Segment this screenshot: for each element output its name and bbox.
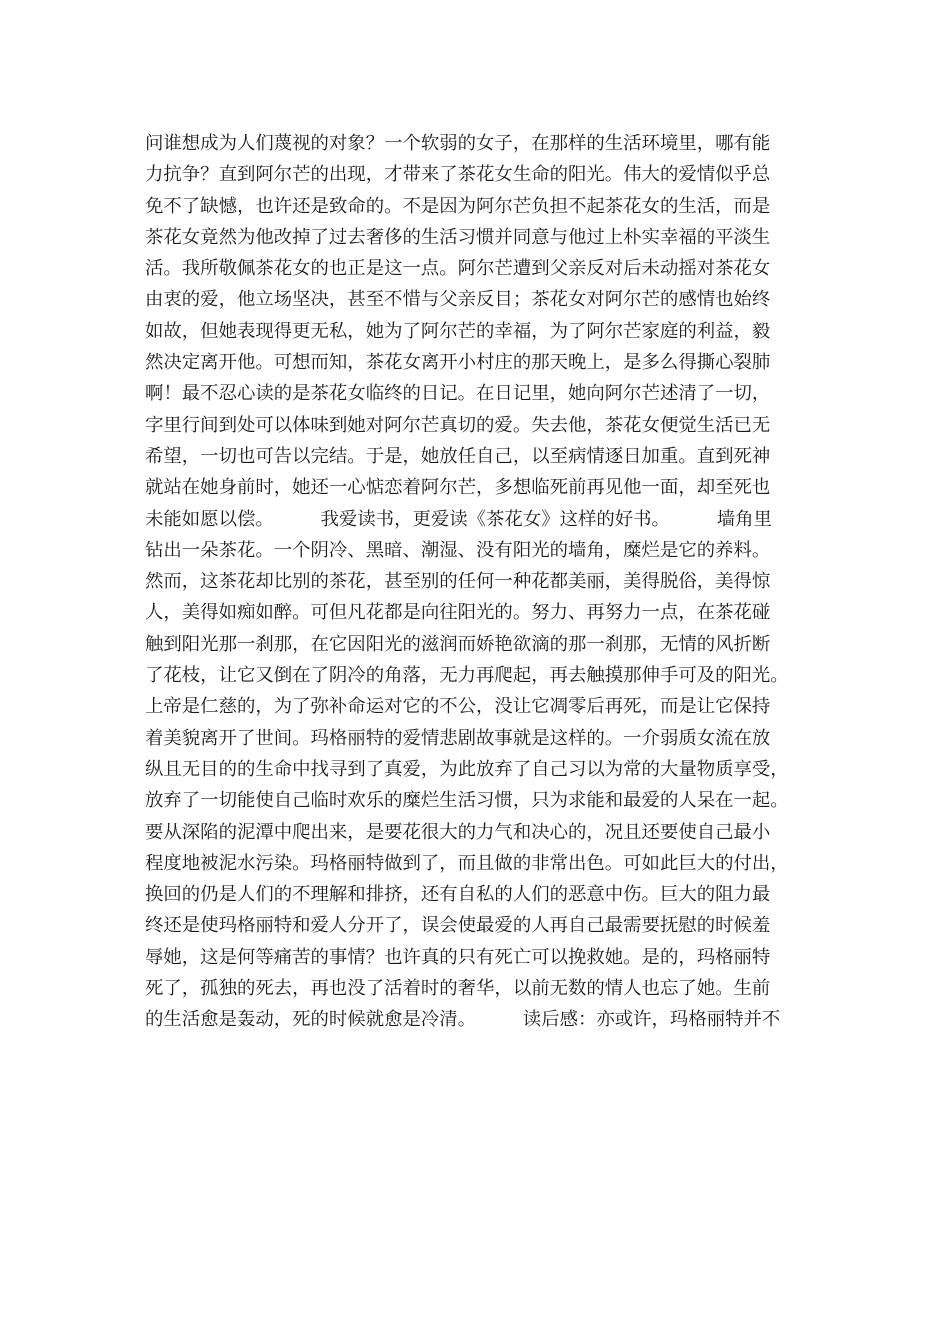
text-line: 然而，这茶花却比别的茶花，甚至别的任何一种花都美丽，美得脱俗，美得惊 [145,571,771,593]
text-line: 着美貌离开了世间。玛格丽特的爱情悲剧故事就是这样的。一介弱质女流在放 [145,727,771,749]
text-line: 换回的仍是人们的不理解和排挤，还有自私的人们的恶意中伤。巨大的阻力最 [145,884,771,906]
text-line: 辱她，这是何等痛苦的事情？也许真的只有死亡可以挽救她。是的，玛格丽特 [145,946,771,968]
text-line: 就站在她身前时，她还一心惦恋着阿尔芒，多想临死前再见他一面，却至死也 [145,477,771,499]
text-line: 力抗争？直到阿尔芒的出现，才带来了茶花女生命的阳光。伟大的爱情似乎总 [145,164,771,186]
text-line: 放弃了一切能使自己临时欢乐的糜烂生活习惯，只为求能和最爱的人呆在一起。 [145,790,789,812]
text-line: 啊！最不忍心读的是茶花女临终的日记。在日记里，她向阿尔芒述清了一切， [145,383,771,405]
text-line: 未能如愿以偿。 我爱读书，更爱读《茶花女》这样的好书。 墙角里 [145,508,772,530]
text-line: 然决定离开他。可想而知，茶花女离开小村庄的那天晚上，是多么得撕心裂肺 [145,352,771,374]
text-line: 程度地被泥水污染。玛格丽特做到了，而且做的非常出色。可如此巨大的付出， [145,852,789,874]
text-line: 由衷的爱，他立场坚决，甚至不惜与父亲反目；茶花女对阿尔芒的感情也始终 [145,289,771,311]
text-line: 希望，一切也可告以完结。于是，她放任自己，以至病情逐日加重。直到死神 [145,445,771,467]
text-line: 纵且无目的的生命中找寻到了真爱，为此放弃了自己习以为常的大量物质享受， [145,758,789,780]
text-line: 了花枝，让它又倒在了阴冷的角落，无力再爬起，再去触摸那伸手可及的阳光。 [145,665,789,687]
text-line: 死了，孤独的死去，再也没了活着时的奢华，以前无数的情人也忘了她。生前 [145,978,771,1000]
body-text [145,128,815,1036]
text-line: 钻出一朵茶花。一个阴冷、黑暗、潮湿、没有阳光的墙角，糜烂是它的养料。 [145,539,771,561]
text-line: 如故，但她表现得更无私，她为了阿尔芒的幸福，为了阿尔芒家庭的利益，毅 [145,320,771,342]
text-line: 的生活愈是轰动，死的时候就愈是冷清。 读后感：亦或许，玛格丽特并不 [145,1009,781,1031]
text-line: 人，美得如痴如醉。可但凡花都是向往阳光的。努力、再努力一点，在茶花碰 [145,602,771,624]
text-line: 字里行间到处可以体味到她对阿尔芒真切的爱。失去他，茶花女便觉生活已无 [145,414,771,436]
text-line: 活。我所敬佩茶花女的也正是这一点。阿尔芒遭到父亲反对后未动摇对茶花女 [145,258,771,280]
text-line: 触到阳光那一刹那，在它因阳光的滋润而娇艳欲滴的那一刹那，无情的风折断 [145,633,771,655]
text-line: 茶花女竟然为他改掉了过去奢侈的生活习惯并同意与他过上朴实幸福的平淡生 [145,226,771,248]
text-line: 上帝是仁慈的，为了弥补命运对它的不公，没让它凋零后再死，而是让它保持 [145,696,771,718]
text-line: 终还是使玛格丽特和爱人分开了，误会使最爱的人再自己最需要抚慰的时候羞 [145,915,771,937]
text-line: 问谁想成为人们蔑视的对象？一个软弱的女子，在那样的生活环境里，哪有能 [145,133,771,154]
text-line: 要从深陷的泥潭中爬出来，是要花很大的力气和决心的，况且还要使自己最小 [145,821,771,843]
text-line: 免不了缺憾，也许还是致命的。不是因为阿尔芒负担不起茶花女的生活，而是 [145,195,771,217]
